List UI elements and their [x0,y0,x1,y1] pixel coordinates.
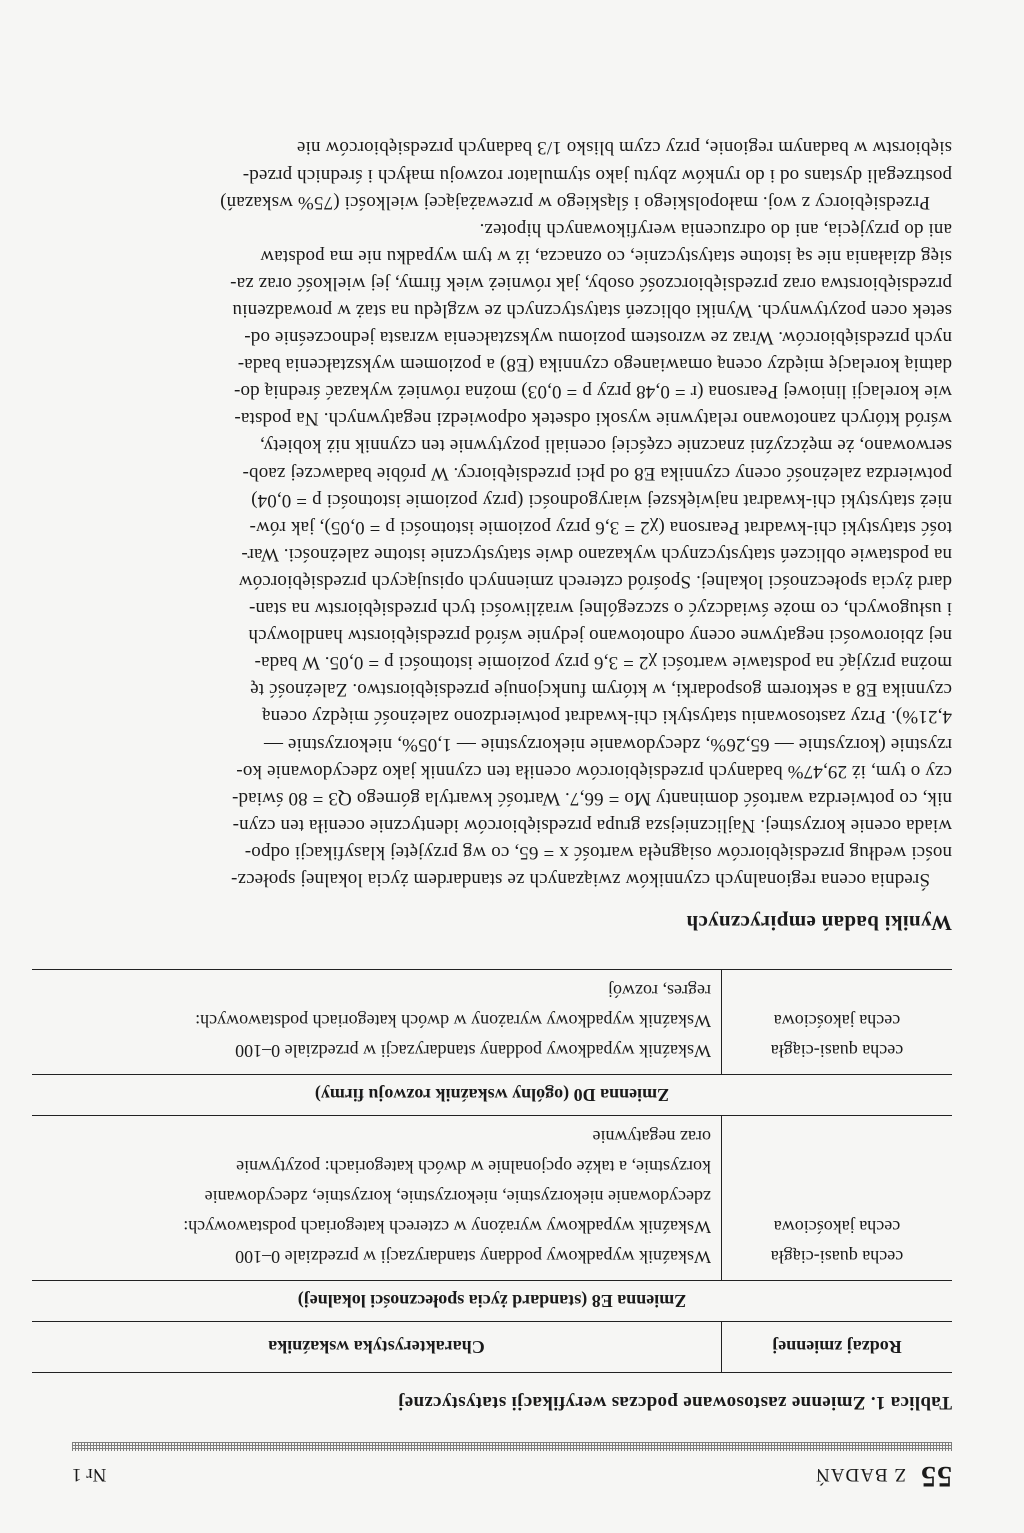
body-text-line: rzystnie (korzystnie — 65,26%, zdecydowanie niekorzystnie — 1,05%, niekorzystnie — [263,733,952,755]
indicator-description-cell [32,970,722,1075]
section-heading: Wyniki badań empirycznych [686,911,952,935]
description-line: Wskaźnik wypadkowy poddany standaryzacji w przedziale 0–100 [235,1041,711,1061]
variable-type-cell [722,1116,953,1281]
body-text-line: setek ocen pozytywnych. Wyniki obliczeń statystycznych ze względu na staż w prowadzeniu [232,300,952,322]
variable-type: cecha quasi-ciągła [770,1247,904,1267]
issue-number: Nr 1 [72,1464,107,1485]
description-line: Wskaźnik wypadkowy poddany standaryzacji w przedziale 0–100 [235,1247,711,1267]
body-text-line: można przyjąć na podstawie wartości χ2 = 3,6 przy poziomie istotności p = 0,05. W bada- [254,652,952,674]
body-text-line: 4,21%). Przy zastosowaniu statystyki chi-kwadrat potwierdzono zależność między oceną [261,706,952,728]
body-text-line: potwierdza zależność oceny czynnika E8 od płci przedsiębiorcy. W próbie badawczej zaob- [242,462,952,484]
body-text-line: i usługowych, co może świadczyć o szczególnej wrażliwości tych przedsiębiorstw na stan- [248,598,952,620]
running-header [72,1459,952,1499]
body-text-line: czynnika E8 a sektorem gospodarki, w którym funkcjonuje przedsiębiorstwo. Zależność tę [250,679,952,701]
body-text-line: ani do przyjęcia, ani do odrzucenia weryfikowanych hipotez. [479,218,952,240]
body-text-line: postrzegali dystans od i do rynków zbytu jako stymulator rozwoju małych i średnich przed- [242,164,952,186]
column-header-indicator-characteristics: Charakterystyka wskaźnika [32,1322,722,1373]
body-text-line: datnią korelację między oceną omawianego czynnika (E8) a poziomem wykształcenia bada- [237,354,952,376]
description-line: oraz negatywnie [592,1127,711,1147]
description-line: regres, rozwój [608,981,711,1001]
body-text-line: nież statystyki chi-kwadrat największej wiarygodności (przy poziomie istotności p = 0,04) [250,489,952,511]
description-line: Wskaźnik wypadkowy wyrażony w czterech kategoriach podstawowych: [183,1217,711,1237]
table-section-heading-row [32,1281,952,1322]
variables-table [32,969,952,1373]
body-text-line: siębiorstw w badanym regionie, przy czym blisko 1/3 badanych przedsiębiorców nie [296,137,952,159]
body-text-line: przedsiębiorstwa oraz przedsiębiorczość osoby, jak również wiek firmy, jej wielkość oraz za- [230,272,952,294]
body-text-line: serwowano, że mężczyźni znacznie częściej oceniali pozytywnie ten czynnik niż kobiety, [259,435,952,457]
variable-type: cecha jakościowa [773,1217,901,1237]
table-section-heading: Zmienna D0 (ogólny wskaźnik rozwoju firmy) [32,1075,952,1116]
body-text-line: sięg działania nie są istotne statystycznie, co oznacza, iż w tym wypadku nie ma podstaw [260,245,952,267]
body-paragraphs [32,134,952,893]
variable-type: cecha jakościowa [773,1011,901,1031]
body-text-line: wie korelacji liniowej Pearsona (r = 0,48 przy p = 0,03) można również wykazać średnią do- [233,381,952,403]
table-section-heading: Zmienna E8 (standard życia społeczności lokalnej) [32,1281,952,1322]
spacer [732,1152,942,1182]
indicator-description-cell [32,1116,722,1281]
body-text-line: nej zbiorowości negatywne oceny odnotowano jedynie wśród przedsiębiorstw handlowych [248,625,952,647]
body-text-line: dard życia społeczności lokalnej. Spośród czterech zmiennych opisujących przedsiębiorców [238,570,952,592]
running-section-title: Z BADAŃ [815,1464,906,1485]
description-line: zdecydowanie niekorzystnie, niekorzystnie, korzystnie, zdecydowanie [204,1187,711,1207]
body-text-line: nik, co potwierdza wartość dominanty Mo = 66,7. Wartość kwartyla górnego Q3 = 80 świad- [231,787,952,809]
body-text-line: czy o tym, iż 29,47% badanych przedsiębiorców oceniła ten czynnik jako zdecydowanie ko- [236,760,952,782]
table-header-row [32,1322,952,1373]
table-section-heading-row [32,1075,952,1116]
variable-type: cecha quasi-ciągła [770,1041,904,1061]
body-text-line: Średnia ocena regionalnych czynników związanych ze standardem życia lokalnej społecz- [230,869,930,890]
body-text-line: nych przedsiębiorców. Wraz ze wzrostem poziomu wykształcenia wzrasta jednocześnie od- [244,327,952,349]
description-line: Wskaźnik wypadkowy wyrażony w dwóch kategoriach podstawowych: [195,1011,711,1031]
body-text-line: ności według przedsiębiorców osiągnęła wartość x = 65, co wg przyjętej klasyfikacji odpo- [244,841,952,863]
table-body [32,970,952,1322]
table-caption: Tablica 1. Zmienne zastosowane podczas weryfikacji statystycznej [397,1392,952,1413]
body-text-line: wśród których zanotowano relatywnie wysoki odsetek odpowiedzi negatywnych. Na podsta- [234,408,952,430]
page-number: 55 [920,1460,952,1493]
spacer [732,976,942,1006]
table-row [32,1116,952,1281]
body-text-line: Przedsiębiorcy z woj. małopolskiego i śląskiego w przeważającej wielkości (75% wskazań) [219,191,930,213]
column-header-variable-type: Rodzaj zmiennej [722,1322,953,1373]
table-row [32,970,952,1075]
body-text-line: wiada ocenie korzystnej. Najliczniejsza grupa przedsiębiorców identycznie oceniła ten czyn- [232,814,952,836]
description-line: korzystnie, a także opcjonalnie w dwóch kategoriach: pozytywnie [236,1157,711,1177]
body-text-line: na podstawie obliczeń statystycznych wykazano dwie statystycznie istotne zależności. War- [241,543,952,565]
decorative-hatched-rule [72,1442,952,1451]
variable-type-cell [722,970,953,1075]
body-text-line: tość statystyki chi-kwadrat Pearsona (χ2 = 3,6 przy poziomie istotności p = 0,05), jak rów- [249,516,952,538]
spacer [732,1122,942,1152]
spacer [732,1182,942,1212]
